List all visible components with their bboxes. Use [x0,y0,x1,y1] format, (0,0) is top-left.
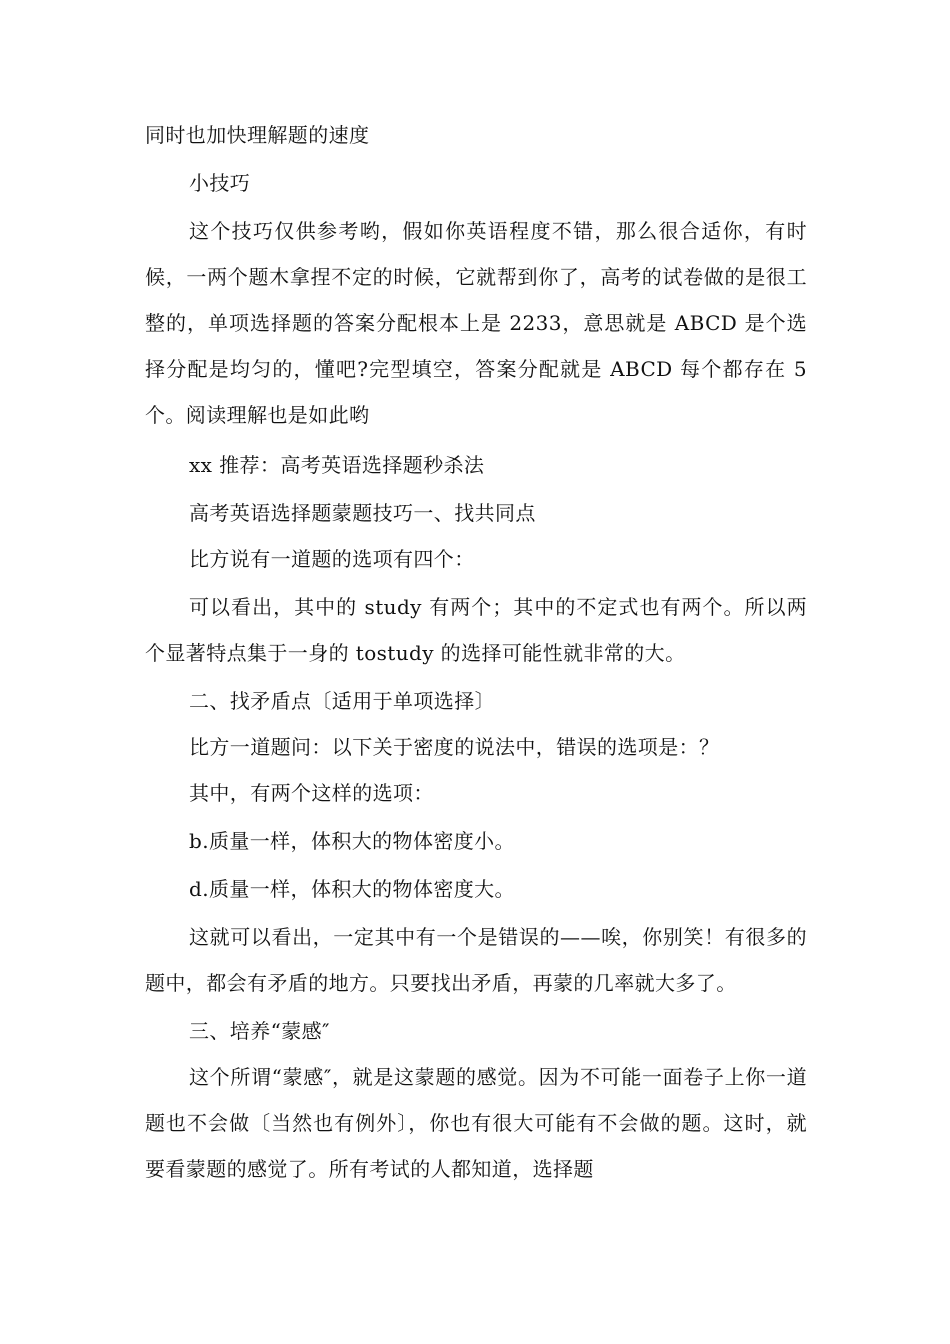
paragraph-tip-answer-distribution: 这个技巧仅供参考哟，假如你英语程度不错，那么很合适你，有时候，一两个题木拿捏不定的时候，它就帮到你了，高考的试卷做的是很工整的，单项选择题的答案分配根本上是 2233，意思就是 ABCD 是个选择分配是均匀的，懂吧?完型填空，答案分配就是 ABCD 每个都存在 5 个。阅读理解也是如此哟 [145,219,807,427]
paragraph-contradiction: 这就可以看出，一定其中有一个是错误的——唉，你别笑！有很多的题中，都会有矛盾的地方。只要找出矛盾，再蒙的几率就大多了。 [145,925,807,995]
option-b: b.质量一样，体积大的物体密度小。 [189,829,515,853]
paragraph-two-options: 其中，有两个这样的选项： [189,781,434,805]
paragraph-common-point: 可以看出，其中的 study 有两个；其中的不定式也有两个。所以两个显著特点集于一身的 tostudy 的选择可能性就非常的大。 [145,595,807,665]
paragraph-density-question: 比方一道题问：以下关于密度的说法中，错误的选项是：？ [189,735,720,759]
paragraph-continuation: 同时也加快理解题的速度 [145,123,370,147]
document-body [145,112,807,1192]
paragraph-guess-sense: 这个所谓“蒙感″，就是这蒙题的感觉。因为不可能一面卷子上你一道题也不会做〔当然也有例外〕，你也有很大可能有不会做的题。这时，就要看蒙题的感觉了。所有考试的人都知道，选择题 [145,1065,807,1181]
heading-tips: 小技巧 [189,171,251,195]
heading-technique-one: 高考英语选择题蒙题技巧一、找共同点 [189,501,536,525]
paragraph-example-intro: 比方说有一道题的选项有四个： [189,547,475,571]
heading-technique-two: 二、找矛盾点〔适用于单项选择〕 [189,689,495,713]
option-d: d.质量一样，体积大的物体密度大。 [189,877,515,901]
heading-recommendation: xx 推荐：高考英语选择题秒杀法 [189,453,485,477]
heading-technique-three: 三、培养“蒙感″ [189,1019,330,1043]
